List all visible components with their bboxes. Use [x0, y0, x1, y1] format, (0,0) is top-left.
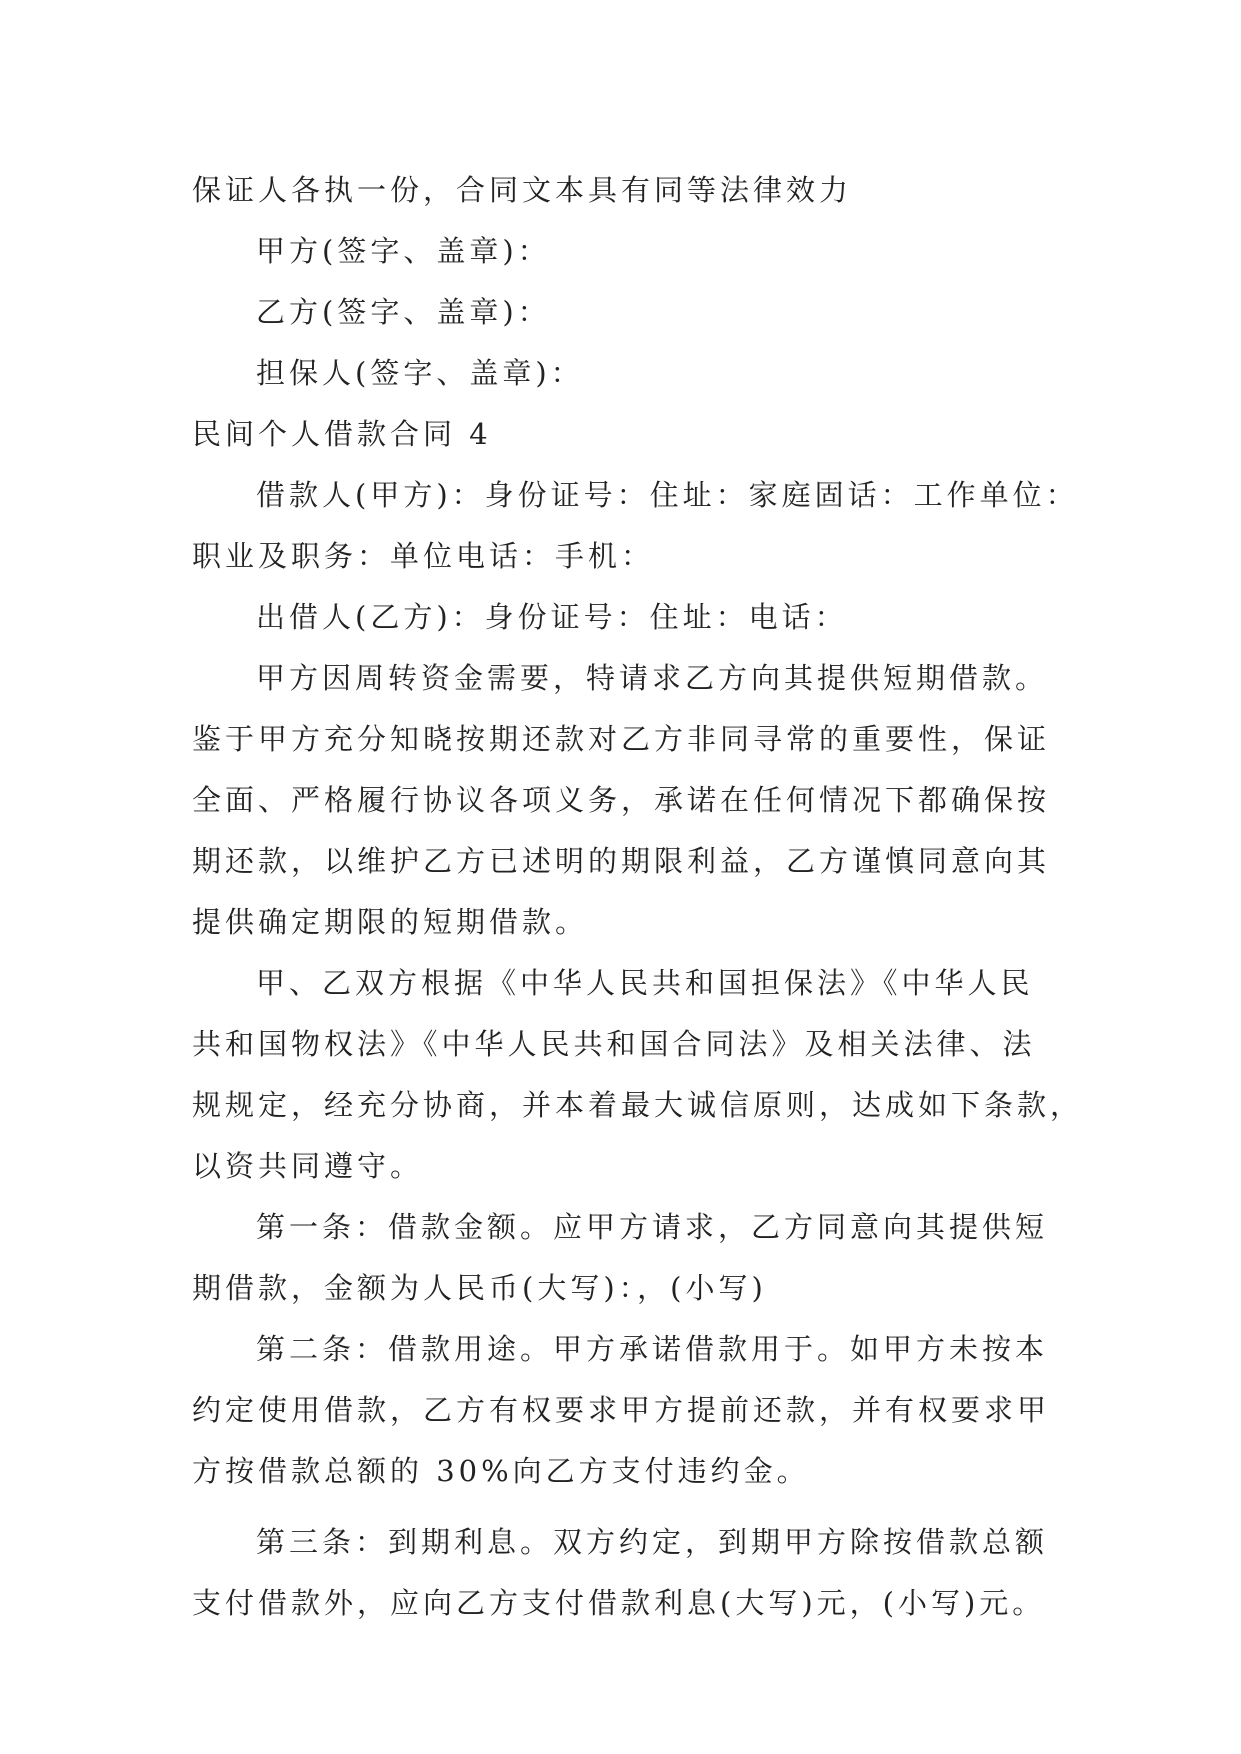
article-1-line: 第一条：借款金额。应甲方请求，乙方同意向其提供短 — [256, 1210, 1049, 1244]
article-3-line: 第三条：到期利息。双方约定，到期甲方除按借款总额 — [256, 1525, 1049, 1559]
text-line: 期还款，以维护乙方已述明的期限利益，乙方谨慎同意向其 — [192, 844, 1051, 878]
text-line: 规规定，经充分协商，并本着最大诚信原则，达成如下条款， — [192, 1088, 1084, 1122]
article-2-line: 第二条：借款用途。甲方承诺借款用于。如甲方未按本 — [256, 1332, 1049, 1366]
article-1-line: 期借款，金额为人民币(大写)：，(小写) — [192, 1271, 767, 1305]
text-line: 甲、乙双方根据《中华人民共和国担保法》《中华人民 — [256, 966, 1034, 1000]
text-line: 共和国物权法》《中华人民共和国合同法》及相关法律、法 — [192, 1027, 1036, 1061]
article-3-line: 支付借款外，应向乙方支付借款利息(大写)元，(小写)元。 — [192, 1586, 1046, 1620]
article-2-line: 约定使用借款，乙方有权要求甲方提前还款，并有权要求甲 — [192, 1393, 1051, 1427]
text-line: 保证人各执一份，合同文本具有同等法律效力 — [192, 173, 853, 207]
text-line: 以资共同遵守。 — [192, 1149, 424, 1183]
text-line: 全面、严格履行协议各项义务，承诺在任何情况下都确保按 — [192, 783, 1051, 817]
text-line: 借款人(甲方)：身份证号：住址：家庭固话：工作单位： — [256, 478, 1079, 512]
text-line: 提供确定期限的短期借款。 — [192, 905, 589, 939]
section-title: 民间个人借款合同 4 — [192, 417, 492, 451]
article-2-line: 方按借款总额的 30%向乙方支付违约金。 — [192, 1454, 810, 1488]
text-line: 职业及职务：单位电话：手机： — [192, 539, 655, 573]
text-line: 出借人(乙方)：身份证号：住址：电话： — [256, 600, 848, 634]
text-line: 鉴于甲方充分知晓按期还款对乙方非同寻常的重要性，保证 — [192, 722, 1051, 756]
signature-line-guarantor: 担保人(签字、盖章)： — [256, 356, 584, 390]
signature-line-party-a: 甲方(签字、盖章)： — [256, 234, 551, 268]
text-line: 甲方因周转资金需要，特请求乙方向其提供短期借款。 — [256, 661, 1049, 695]
signature-line-party-b: 乙方(签字、盖章)： — [256, 295, 551, 329]
paragraph-gap — [192, 1502, 1062, 1512]
document-body — [192, 160, 1084, 1634]
